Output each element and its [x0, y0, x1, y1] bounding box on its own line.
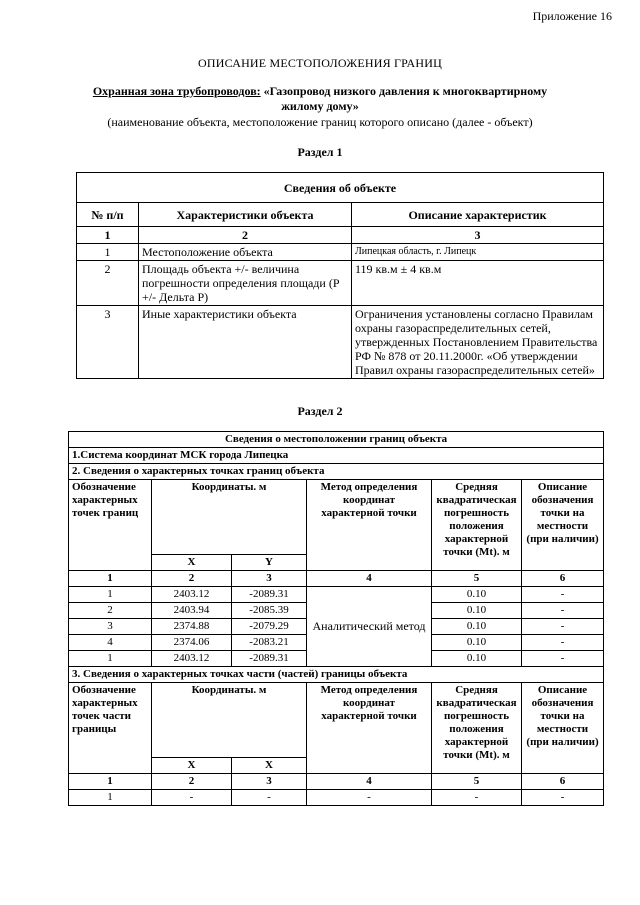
point-accuracy: 0.10 [432, 651, 522, 667]
header-coordinates: Координаты. м [152, 480, 307, 555]
point-description: - [522, 635, 604, 651]
table-row [77, 306, 604, 379]
section1-title: Раздел 1 [297, 145, 343, 159]
col-number: 3 [232, 774, 307, 790]
boundary-table-title: Сведения о местоположении границ объекта [69, 432, 604, 448]
point-accuracy: 0.10 [432, 603, 522, 619]
header-designation-part: Обозначение характерных точек части границы [69, 683, 152, 774]
row-number: 3 [77, 306, 139, 379]
table-row [77, 261, 604, 306]
point-y: -2089.31 [232, 587, 307, 603]
part-point-method: - [307, 790, 432, 806]
boundary-table [68, 431, 604, 806]
point-y: -2079.29 [232, 619, 307, 635]
point-x: 2403.94 [152, 603, 232, 619]
part-point-x: - [152, 790, 232, 806]
col-number: 6 [522, 774, 604, 790]
point-number: 1 [69, 587, 152, 603]
point-x: 2374.88 [152, 619, 232, 635]
point-x: 2403.12 [152, 587, 232, 603]
row-number: 2 [77, 261, 139, 306]
object-info-table-title: Сведения об объекте [77, 173, 604, 203]
header-description: Описание характеристик [352, 203, 604, 227]
part-point-number: 1 [69, 790, 152, 806]
col-number: 3 [352, 227, 604, 244]
point-number: 3 [69, 619, 152, 635]
header-coordinates: Координаты. м [152, 683, 307, 758]
header-point-description: Описание обозначения точки на местности (при наличии) [522, 480, 604, 571]
point-number: 1 [69, 651, 152, 667]
row-number: 1 [77, 244, 139, 261]
row-value: Ограничения установлены согласно Правилам охраны газораспределительных сетей, утвержденных Постановлением Правительства РФ № 878 от 20.11.2000г. «Об утверждении Правил охраны газораспределительных сетей» [352, 306, 604, 379]
point-accuracy: 0.10 [432, 619, 522, 635]
row-characteristic: Местоположение объекта [139, 244, 352, 261]
part-point-description: - [522, 790, 604, 806]
point-y: -2083.21 [232, 635, 307, 651]
col-number: 6 [522, 571, 604, 587]
header-point-description: Описание обозначения точки на местности (при наличии) [522, 683, 604, 774]
point-accuracy: 0.10 [432, 587, 522, 603]
point-x: 2403.12 [152, 651, 232, 667]
document-title: ОПИСАНИЕ МЕСТОПОЛОЖЕНИЯ ГРАНИЦ [198, 56, 442, 70]
row-characteristic: Площадь объекта +/- величина погрешности определения площади (P +/- Дельта P) [139, 261, 352, 306]
part3-title: 3. Сведения о характерных точках части (частей) границы объекта [69, 667, 604, 683]
point-description: - [522, 587, 604, 603]
point-y: -2089.31 [232, 651, 307, 667]
point-x: 2374.06 [152, 635, 232, 651]
col-number: 5 [432, 571, 522, 587]
header-characteristics: Характеристики объекта [139, 203, 352, 227]
object-type-label: Охранная зона трубопроводов: [92, 84, 261, 98]
col-number: 4 [307, 774, 432, 790]
point-accuracy: 0.10 [432, 635, 522, 651]
section2-title: Раздел 2 [297, 404, 343, 418]
header-x: X [152, 555, 232, 571]
point-description: - [522, 619, 604, 635]
header-number: № п/п [77, 203, 139, 227]
header-accuracy: Средняя квадратическая погрешность положения характерной точки (Mt). м [432, 480, 522, 571]
header-designation: Обозначение характерных точек границ [69, 480, 152, 571]
header-method: Метод определения координат характерной точки [307, 683, 432, 774]
header-method: Метод определения координат характерной точки [307, 480, 432, 571]
row-value: 119 кв.м ± 4 кв.м [352, 261, 604, 306]
header-accuracy: Средняя квадратическая погрешность положения характерной точки (Mt). м [432, 683, 522, 774]
col-number: 2 [152, 571, 232, 587]
object-name-line1 [0, 84, 640, 99]
col-number: 1 [77, 227, 139, 244]
row-characteristic: Иные характеристики объекта [139, 306, 352, 379]
object-note: (наименование объекта, местоположение границ которого описано (далее - объект) [107, 115, 533, 129]
table-row [69, 790, 604, 806]
col-number: 1 [69, 571, 152, 587]
table-row [69, 587, 604, 603]
table-row [77, 244, 604, 261]
point-number: 2 [69, 603, 152, 619]
header-y: Y [232, 555, 307, 571]
part-point-accuracy: - [432, 790, 522, 806]
header-x: X [152, 758, 232, 774]
col-number: 3 [232, 571, 307, 587]
point-number: 4 [69, 635, 152, 651]
coord-system: 1.Система координат МСК города Липецка [69, 448, 604, 464]
col-number: 1 [69, 774, 152, 790]
part-point-y: - [232, 790, 307, 806]
point-description: - [522, 603, 604, 619]
object-name-line2: жилому дому» [281, 99, 359, 113]
appendix-label: Приложение 16 [532, 9, 612, 23]
object-name-part1: «Газопровод низкого давления к многоквартирному [263, 84, 548, 98]
method-value: Аналитический метод [307, 587, 432, 667]
col-number: 4 [307, 571, 432, 587]
part2-title: 2. Сведения о характерных точках границ объекта [69, 464, 604, 480]
header-y: X [232, 758, 307, 774]
col-number: 2 [139, 227, 352, 244]
col-number: 5 [432, 774, 522, 790]
col-number: 2 [152, 774, 232, 790]
row-value: Липецкая область, г. Липецк [352, 244, 604, 261]
point-y: -2085.39 [232, 603, 307, 619]
point-description: - [522, 651, 604, 667]
object-info-table [76, 172, 604, 379]
